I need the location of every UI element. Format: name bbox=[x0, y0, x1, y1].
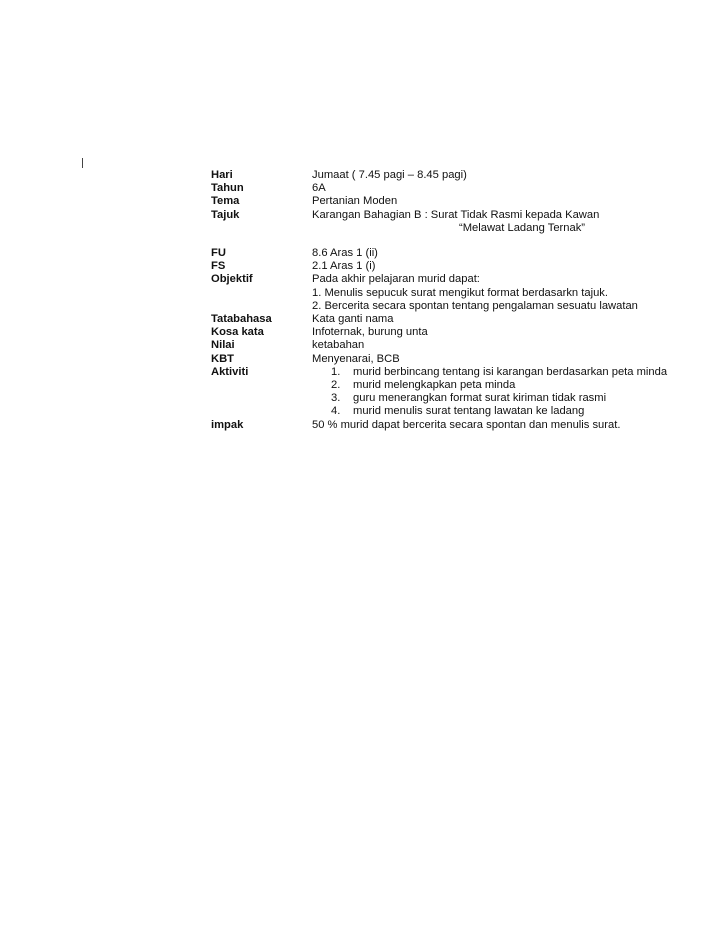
impak-label: impak bbox=[211, 418, 244, 431]
activity-text: murid berbincang tentang isi karangan berdasarkan peta minda bbox=[353, 365, 668, 378]
objektif-line: 1. Menulis sepucuk surat mengikut format berdasarkn tajuk. bbox=[312, 286, 608, 299]
objektif-line: Pada akhir pelajaran murid dapat: bbox=[312, 273, 480, 286]
row-tahun bbox=[211, 182, 691, 195]
tema-label: Tema bbox=[211, 195, 240, 208]
activity-text: murid melengkapkan peta minda bbox=[353, 379, 516, 392]
row-fu bbox=[211, 247, 691, 260]
fs-label: FS bbox=[211, 260, 226, 273]
nilai-label: Nilai bbox=[211, 339, 235, 352]
activity-text: murid menulis surat tentang lawatan ke ladang bbox=[353, 405, 585, 418]
tahun-label: Tahun bbox=[211, 182, 244, 195]
activity-item bbox=[312, 405, 691, 418]
activity-item bbox=[312, 379, 691, 392]
tajuk-label: Tajuk bbox=[211, 208, 240, 221]
tatabahasa-value: Kata ganti nama bbox=[312, 313, 394, 326]
objektif-value bbox=[312, 273, 691, 313]
fu-label: FU bbox=[211, 247, 226, 260]
objektif-label: Objektif bbox=[211, 273, 253, 286]
tajuk-subtitle: “Melawat Ladang Ternak” bbox=[459, 221, 586, 234]
row-aktiviti bbox=[211, 366, 691, 419]
row-kosa-kata bbox=[211, 326, 691, 339]
kosa-kata-value: Infoternak, burung unta bbox=[312, 326, 428, 339]
row-tatabahasa bbox=[211, 313, 691, 326]
tatabahasa-label: Tatabahasa bbox=[211, 313, 272, 326]
activity-list bbox=[312, 366, 691, 419]
fs-value: 2.1 Aras 1 (i) bbox=[312, 260, 376, 273]
tema-value: Pertanian Moden bbox=[312, 195, 398, 208]
row-fs bbox=[211, 260, 691, 273]
row-tema bbox=[211, 195, 691, 208]
row-nilai bbox=[211, 339, 691, 352]
aktiviti-value bbox=[312, 366, 691, 419]
kbt-value: Menyenarai, BCB bbox=[312, 352, 400, 365]
nilai-value: ketabahan bbox=[312, 339, 365, 352]
objektif-line: 2. Bercerita secara spontan tentang pengalaman sesuatu lawatan bbox=[312, 299, 638, 312]
hari-label: Hari bbox=[211, 169, 233, 181]
tahun-value: 6A bbox=[312, 182, 326, 195]
section-gap bbox=[211, 235, 691, 247]
tajuk-value bbox=[312, 209, 691, 235]
activity-item bbox=[312, 392, 691, 405]
impak-value: 50 % murid dapat bercerita secara spontan dan menulis surat. bbox=[312, 418, 621, 431]
activity-text: guru menerangkan format surat kiriman tidak rasmi bbox=[353, 392, 607, 405]
fu-value: 8.6 Aras 1 (ii) bbox=[312, 247, 378, 260]
row-kbt bbox=[211, 353, 691, 366]
activity-number: 4. bbox=[331, 405, 341, 418]
activity-number: 1. bbox=[331, 365, 341, 378]
row-tajuk bbox=[211, 209, 691, 235]
row-objektif bbox=[211, 273, 691, 313]
kbt-label: KBT bbox=[211, 352, 234, 365]
row-hari bbox=[211, 169, 691, 182]
hari-value: Jumaat ( 7.45 pagi – 8.45 pagi) bbox=[312, 169, 467, 181]
tajuk-main: Karangan Bahagian B : Surat Tidak Rasmi kepada Kawan bbox=[312, 208, 600, 221]
stray-mark bbox=[82, 158, 83, 168]
lesson-plan bbox=[211, 169, 691, 432]
activity-number: 3. bbox=[331, 392, 341, 405]
aktiviti-label: Aktiviti bbox=[211, 365, 249, 378]
activity-number: 2. bbox=[331, 379, 341, 392]
activity-item bbox=[312, 366, 691, 379]
kosa-kata-label: Kosa kata bbox=[211, 326, 264, 339]
row-impak bbox=[211, 419, 691, 432]
